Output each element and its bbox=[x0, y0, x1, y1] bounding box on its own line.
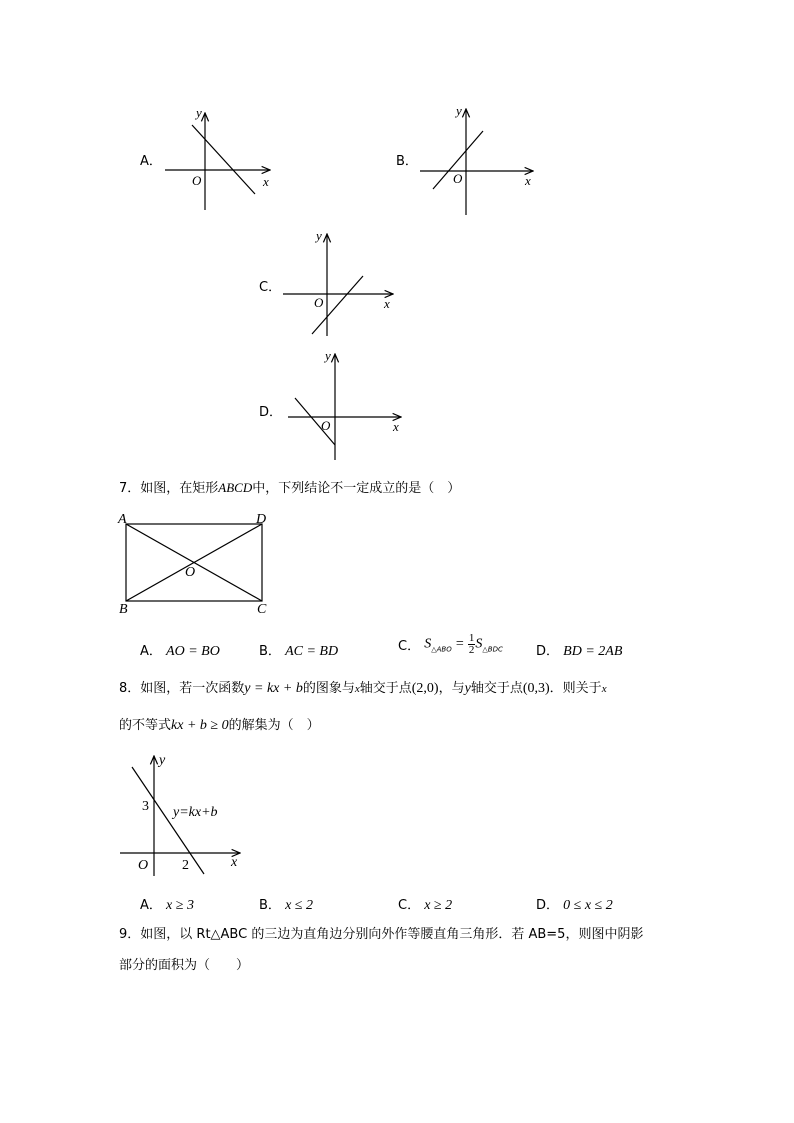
vertex-c: C bbox=[257, 602, 267, 617]
q8-option-c[interactable]: C． x ≥ 2 bbox=[398, 898, 453, 913]
q7-stem bbox=[119, 479, 460, 498]
option-d-label: D． bbox=[259, 405, 283, 420]
graph-a bbox=[160, 105, 290, 215]
q8-inequality: kx + b ≥ 0 bbox=[171, 718, 229, 733]
x-intercept-label: 2 bbox=[182, 858, 189, 873]
fraction-half: $\frac{1}{2}$ bbox=[468, 632, 475, 656]
graph-b bbox=[415, 103, 545, 218]
y-axis-label: y bbox=[325, 348, 331, 363]
option-a-label: A． bbox=[140, 154, 162, 169]
function-line bbox=[192, 125, 255, 194]
origin-label: O bbox=[192, 173, 202, 188]
y-intercept-label: 3 bbox=[142, 799, 149, 814]
x-axis-label: x bbox=[384, 296, 390, 311]
x-axis-label: x bbox=[393, 419, 399, 434]
q7-rect-name: ABCD bbox=[218, 480, 253, 495]
q8-option-b[interactable]: B． x ≤ 2 bbox=[259, 898, 313, 913]
q9-stem-line1: 9．如图，以 Rt△ABC 的三边为直角边分别向外作等腰直角三角形．若 AB=5，则图中阴影 bbox=[119, 927, 644, 942]
q8-point-2: (0,3) bbox=[522, 681, 550, 696]
q7-option-c[interactable]: C． $S_{\triangle ABO}$ = $\frac{1}{2}$ $S_{\triangle BDC}$ bbox=[398, 632, 503, 656]
y-axis-label: y bbox=[316, 228, 322, 243]
q7-option-d[interactable]: D． BD = 2AB bbox=[536, 644, 623, 659]
origin-label: O bbox=[314, 295, 324, 310]
q8-function-graph bbox=[118, 752, 248, 877]
function-label: y=kx+b bbox=[173, 805, 218, 820]
q7-text-pre: 如图，在矩形 bbox=[140, 481, 219, 496]
y-axis-label: y bbox=[196, 105, 202, 120]
graph-c bbox=[278, 228, 398, 338]
x-axis-label: x bbox=[263, 174, 269, 189]
q7-option-b[interactable]: B． AC = BD bbox=[259, 644, 339, 659]
q8-option-d[interactable]: D． 0 ≤ x ≤ 2 bbox=[536, 898, 613, 913]
origin-label: O bbox=[321, 418, 331, 433]
origin-label: O bbox=[453, 171, 463, 186]
q8-option-a[interactable]: A． x ≥ 3 bbox=[140, 898, 194, 913]
center-o: O bbox=[185, 565, 196, 580]
graph-d bbox=[283, 348, 408, 463]
q8-stem-line1: 8．如图，若一次函数y = kx + b的图象与$^x$轴交于点(2,0)，与y轴交于点(0,3)．则关于$^x$ bbox=[119, 681, 607, 696]
q7-rectangle-figure bbox=[118, 510, 278, 617]
vertex-d: D bbox=[256, 512, 267, 527]
option-c-label: C． bbox=[259, 280, 282, 295]
y-axis-label: y bbox=[159, 753, 166, 768]
q8-stem-line2: 的不等式kx + b ≥ 0的解集为（ ） bbox=[119, 718, 320, 733]
vertex-a: A bbox=[118, 512, 127, 527]
y-axis-label: y bbox=[456, 103, 462, 118]
q8-point-1: (2,0) bbox=[411, 681, 439, 696]
q7-option-a[interactable]: A． AO = BO bbox=[140, 644, 220, 659]
q7-number: 7． bbox=[119, 481, 141, 496]
q9-stem-line2: 部分的面积为（ ） bbox=[119, 958, 250, 973]
vertex-b: B bbox=[119, 602, 128, 617]
x-axis-label: x bbox=[525, 173, 531, 188]
origin-label: O bbox=[138, 858, 149, 873]
option-b-label: B． bbox=[396, 154, 418, 169]
q7-text-post: 中，下列结论不一定成立的是（ ） bbox=[252, 481, 461, 496]
x-axis-label: x bbox=[231, 855, 238, 870]
q8-function: y = kx + b bbox=[244, 681, 303, 696]
